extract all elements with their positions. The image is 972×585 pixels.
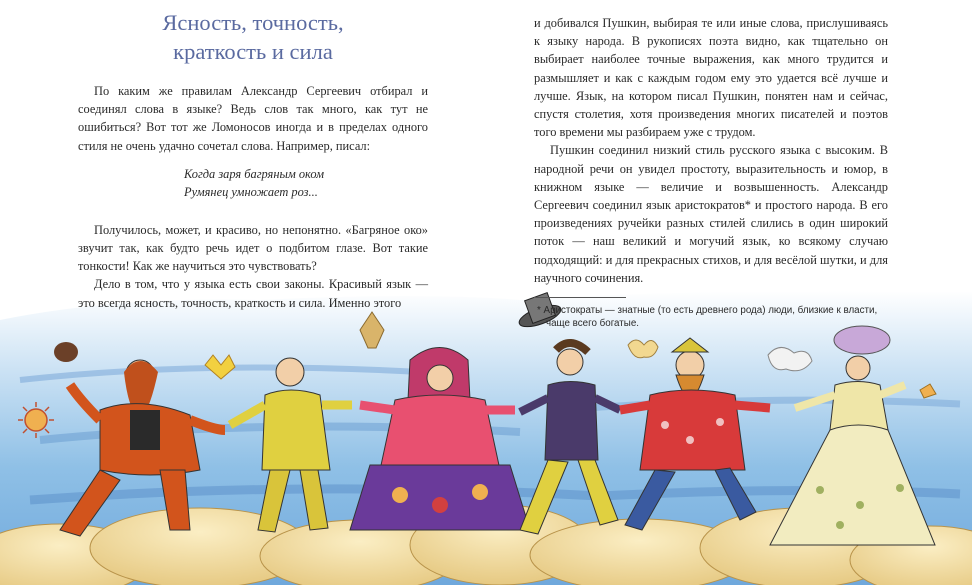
poem-line: Румянец умножает роз... [184, 184, 318, 199]
chapter-title-line-1: Ясность, точность, [162, 10, 344, 35]
chapter-title-line-2: краткость и сила [173, 39, 333, 64]
paragraph: Получилось, может, и красиво, но непонятно. «Багряное око» звучит так, как будто речь идет о подбитом глазе. Вот такие тонкости! Как же научиться это чувствовать? [78, 222, 428, 274]
footnote: * Аристократы — знатные (то есть древнего рода) люди, близкие к власти, чаще всего богатые. [537, 305, 878, 330]
poem-line: Когда заря багряным оком [184, 166, 325, 181]
left-column [78, 8, 428, 312]
paragraph: Пушкин соединил низкий стиль русского языка с высоким. В народной речи он увидел простоту, выразительность и юмор, в книжном языке — величие и возвышенность. Александр Сергеевич соединил язык аристократов* и простого народа. В его произведениях ручейки разных стилей слились в один широкий поток — наш великий и могучий язык, ко всякому случаю подходящий: и для прекрасных стихов, и для весёлой шутки, и для научного сочинения. [534, 143, 888, 285]
footnote-divider [534, 297, 626, 298]
paragraph: Дело в том, что у языка есть свои законы. Красивый язык — это всегда ясность, точность, краткость и сила. Именно этого [78, 277, 428, 310]
right-column [534, 14, 888, 330]
paragraph: По каким же правилам Александр Сергеевич отбирал и соединял слова в языке? Ведь слов так много, как тут не ошибиться? Вот тот же Ломоносов иногда и в пределах одного стиля не очень удачно сочетал слова. Например, писал: [78, 84, 428, 153]
poem-quote [184, 165, 428, 201]
paragraph: и добивался Пушкин, выбирая те или иные слова, прислушиваясь к языку народа. В рукописях поэта видно, как тщательно он выбирает наиболее точные выражения, как много трудится и размышляет и как с каждым годом ему это удается всё лучше и лучше. Язык, на котором писал Пушкин, понятен нам и сейчас, спустя столетия, хотя произведения многих писателей и поэтов того времени мы разбираем уже с трудом. [534, 16, 888, 140]
chapter-title [78, 8, 428, 66]
